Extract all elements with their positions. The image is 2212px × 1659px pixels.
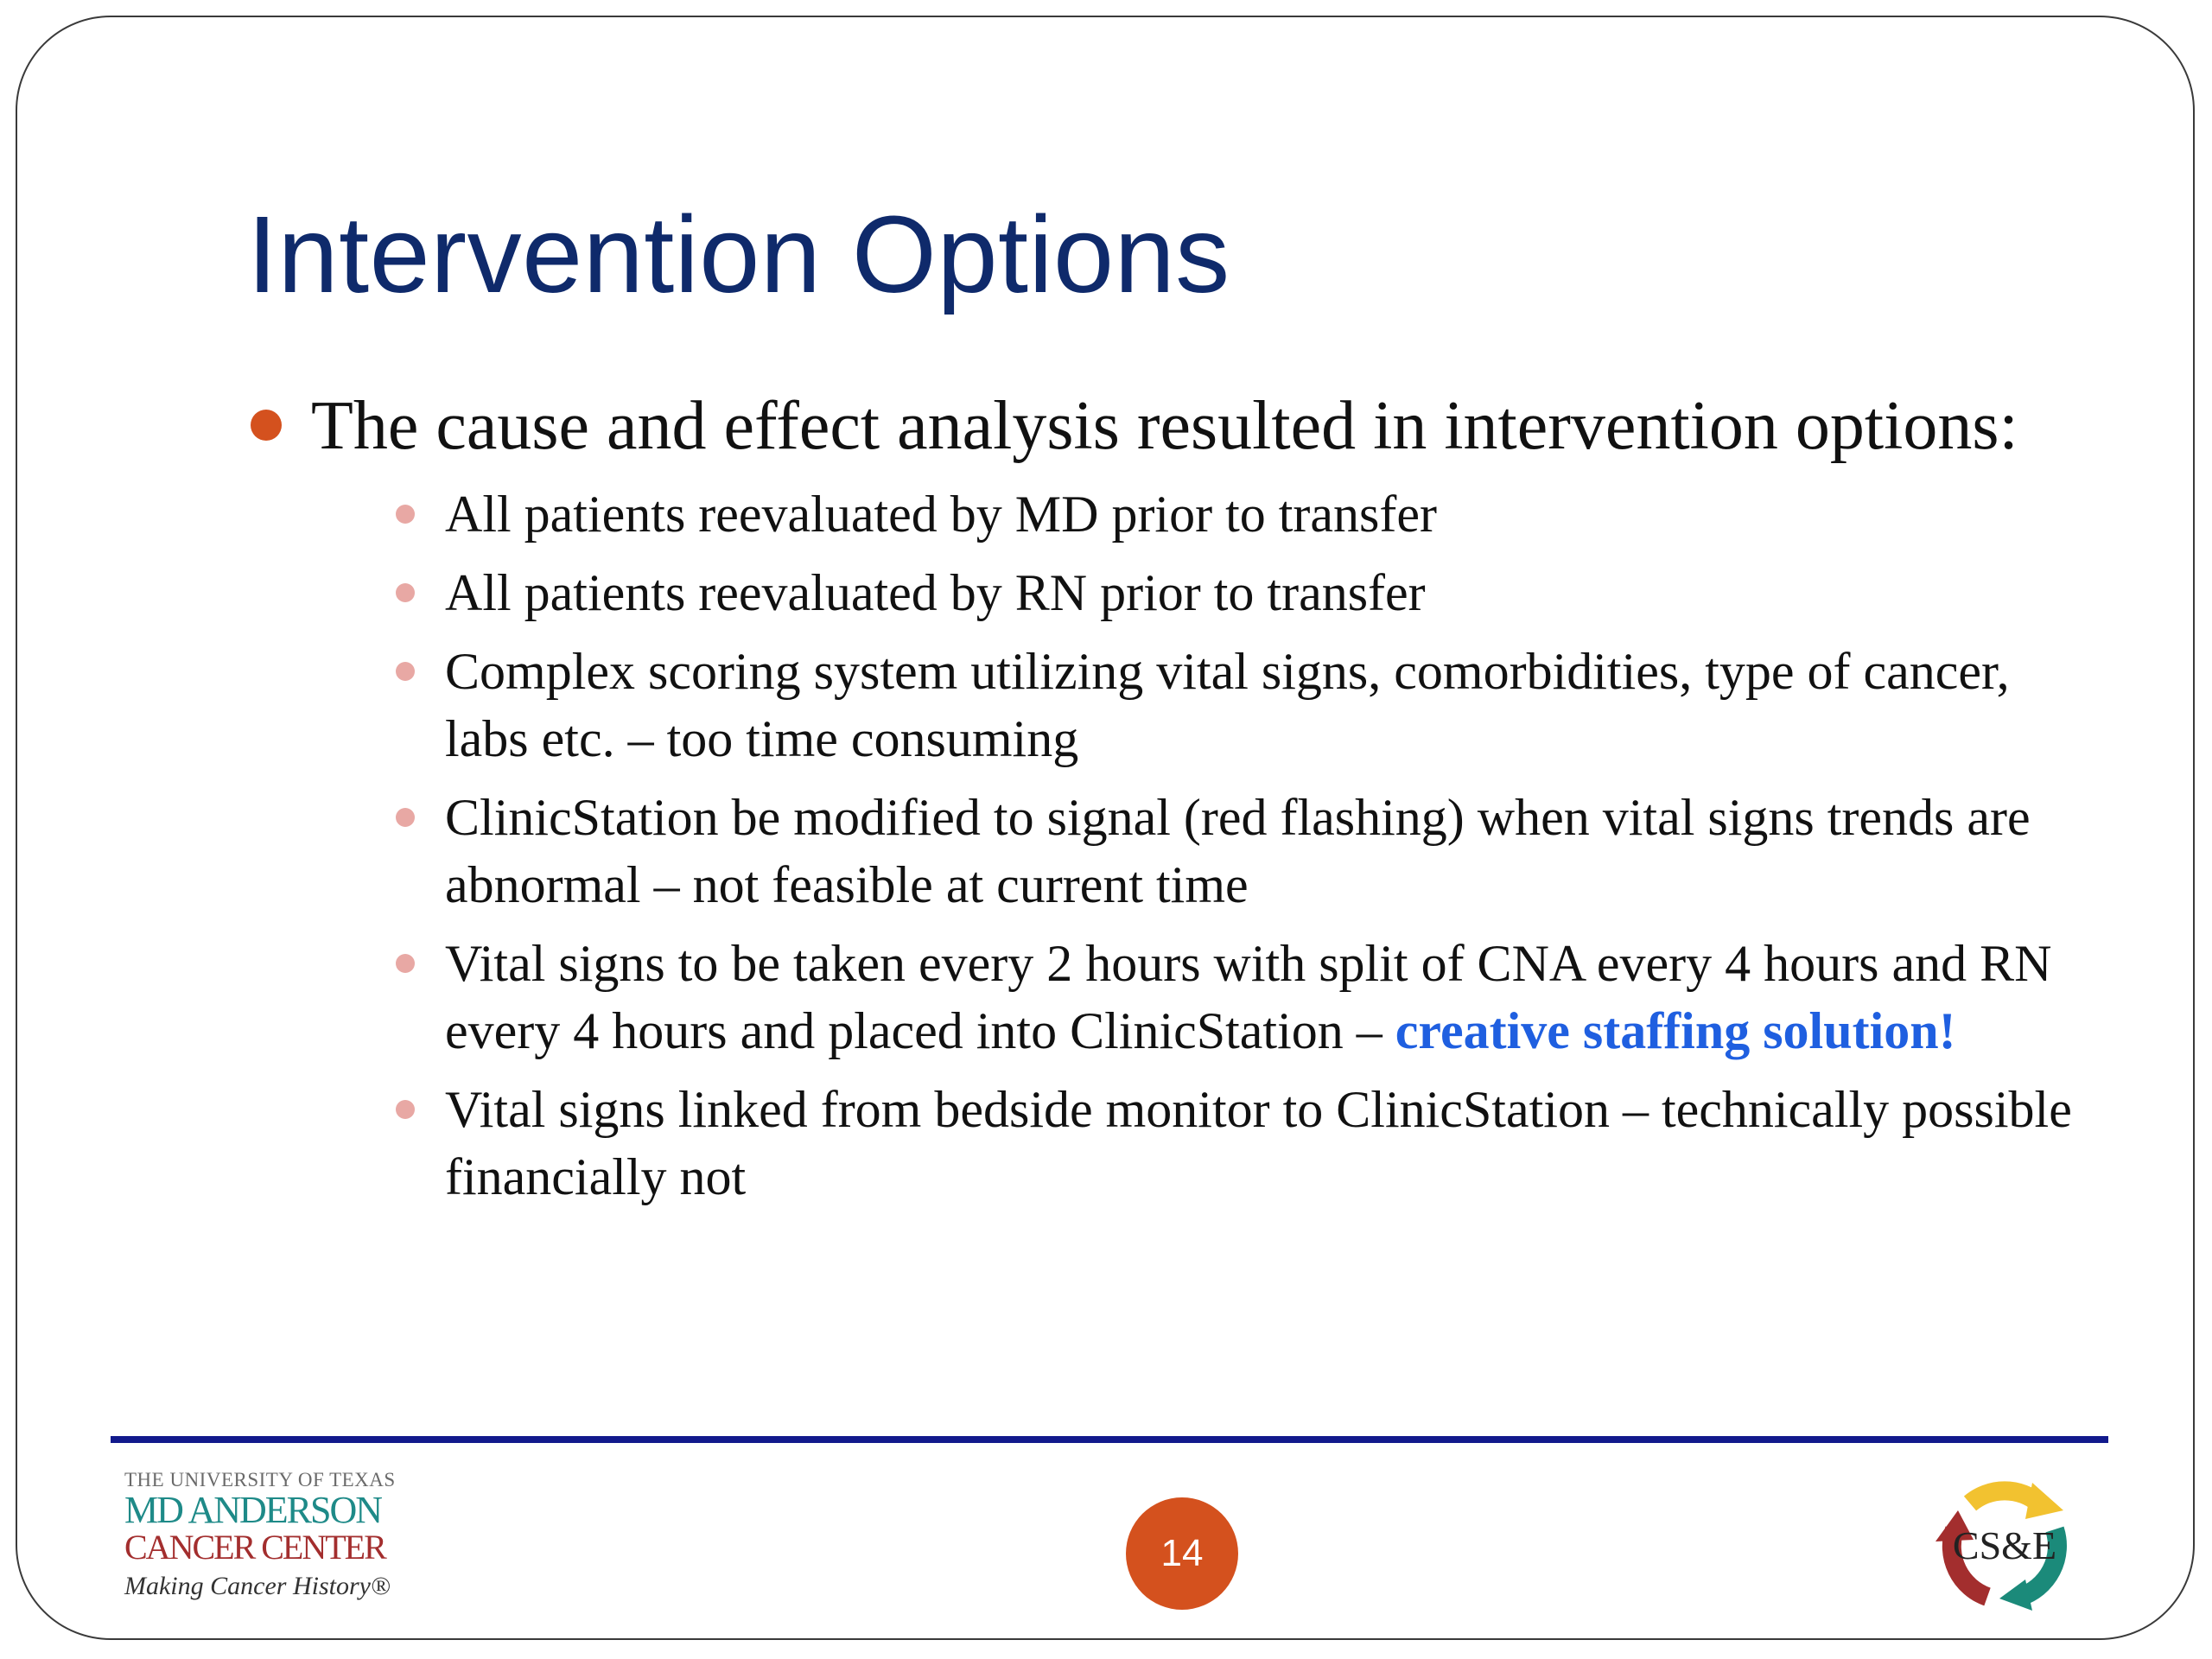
list-item	[251, 930, 2082, 1065]
main-bullet	[251, 378, 2082, 474]
highlight-text: creative staffing solution!	[1395, 1002, 1956, 1059]
main-bullet-text: The cause and effect analysis resulted in intervention options:	[311, 388, 2018, 464]
page-number: 14	[1126, 1497, 1238, 1610]
list-item-text: Vital signs to be taken every 2 hours with split of CNA every 4 hours and RN every 4 hours and placed into ClinicStation –	[445, 935, 2052, 1059]
sub-bullet-dot-icon	[396, 1100, 415, 1119]
list-item	[251, 638, 2082, 772]
sub-bullet-dot-icon	[396, 954, 415, 973]
logo-tagline: Making Cancer History®	[124, 1572, 391, 1600]
sub-bullet-dot-icon	[396, 505, 415, 524]
logo-md-anderson-line: MD ANDERSON	[124, 1489, 382, 1531]
footer-divider	[111, 1436, 2108, 1443]
logo-cancer-center-line: CANCER CENTER	[124, 1528, 385, 1567]
logo-university-line: THE UNIVERSITY OF TEXAS	[124, 1469, 396, 1491]
list-item-text: ClinicStation be modified to signal (red flashing) when vital signs trends are abnormal – not feasible at current time	[445, 789, 2031, 913]
slide-content	[251, 378, 2082, 1222]
list-item	[251, 1076, 2082, 1211]
cse-cycle-logo	[1918, 1459, 2091, 1631]
sub-bullet-dot-icon	[396, 808, 415, 827]
list-item	[251, 559, 2082, 626]
bullet-dot-icon	[251, 410, 282, 441]
list-item-text: All patients reevaluated by RN prior to transfer	[445, 564, 1426, 621]
md-anderson-logo	[124, 1469, 435, 1616]
sub-bullet-dot-icon	[396, 583, 415, 602]
list-item	[251, 784, 2082, 918]
slide-title: Intervention Options	[247, 194, 1230, 315]
sub-bullet-dot-icon	[396, 662, 415, 681]
list-item-text: Vital signs linked from bedside monitor to ClinicStation – technically possible financially not	[445, 1081, 2072, 1205]
list-item	[251, 480, 2082, 548]
cycle-logo-text: CS&E	[1952, 1523, 2057, 1567]
sub-bullet-list	[251, 480, 2082, 1211]
list-item-text: All patients reevaluated by MD prior to transfer	[445, 486, 1437, 543]
list-item-text: Complex scoring system utilizing vital signs, comorbidities, type of cancer, labs etc. – too time consuming	[445, 643, 2010, 767]
